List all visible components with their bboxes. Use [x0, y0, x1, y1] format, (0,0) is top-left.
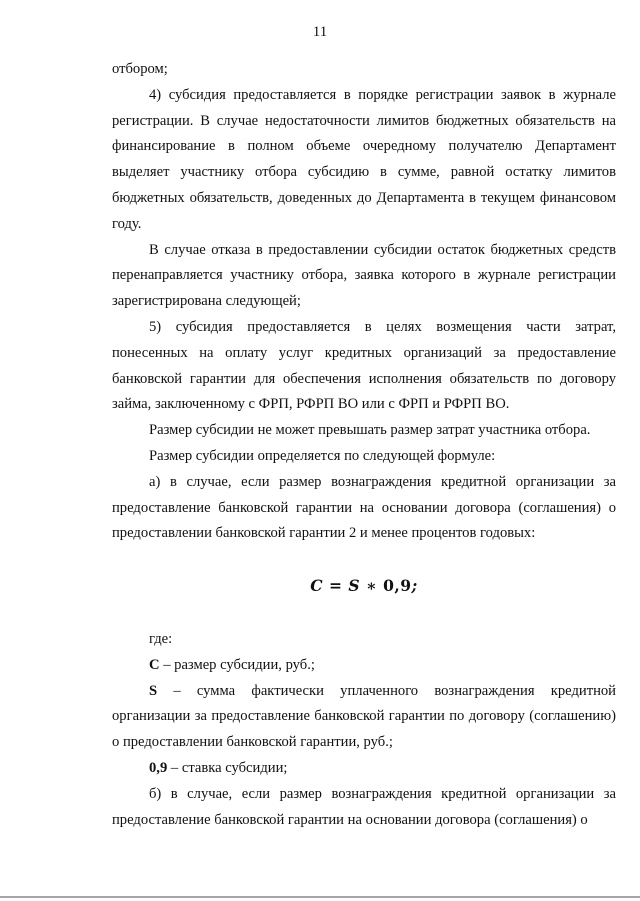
- paragraph-where: где:: [149, 630, 173, 647]
- paragraph-formula-intro: Размер субсидии определяется по следующей формуле:: [149, 447, 496, 464]
- paragraph-case-b: б) в случае, если размер вознаграждения кредитной организации за предоставление банковской гарантии на основании договора (соглашения) о: [112, 785, 616, 828]
- paragraph-item-4: 4) субсидия предоставляется в порядке регистрации заявок в журнале регистрации. В случае недостаточности лимитов бюджетных обязательств на финансирование в полном объеме очередному получателю Департамент выделяет участнику отбора субсидию в сумме, равной остатку лимитов бюджетных обязательств, доведенных до Департамента в текущем финансовом году.: [112, 86, 616, 232]
- definition-c-term: С: [149, 656, 160, 673]
- paragraph-continuation: отбором;: [112, 61, 168, 77]
- document-body: [112, 57, 616, 833]
- formula-end: ;: [411, 576, 418, 596]
- definition-rate: [112, 756, 616, 782]
- formula-lhs: C: [310, 576, 324, 596]
- page-number: 11: [312, 24, 328, 40]
- paragraph-subsidy-limit: Размер субсидии не может превышать размер затрат участника отбора.: [149, 422, 591, 439]
- paragraph-case-a: а) в случае, если размер вознаграждения кредитной организации за предоставление банковской гарантии на основании договора (соглашения) о предоставлении банковской гарантии 2 и менее процентов годовых:: [112, 473, 616, 542]
- scan-bottom-edge: [0, 896, 640, 898]
- definition-c: [112, 653, 616, 679]
- formula-equals: =: [323, 576, 349, 596]
- definition-c-text: – размер субсидии, руб.;: [159, 656, 315, 673]
- subsidy-formula: [112, 573, 616, 599]
- paragraph-item-5: 5) субсидия предоставляется в целях возмещения части затрат, понесенных на оплату услуг кредитных организаций за предоставление банковской гарантии для обеспечения исполнения обязательств по договору займа, заключенному с ФРП, РФРП ВО или с ФРП и РФРП ВО.: [112, 318, 616, 413]
- definition-rate-text: – ставка субсидии;: [167, 759, 288, 776]
- definition-s: [112, 679, 616, 756]
- definition-s-term: S: [149, 682, 158, 699]
- formula-operator: ∗: [360, 576, 384, 596]
- formula-variable: S: [348, 576, 361, 596]
- paragraph-refusal: В случае отказа в предоставлении субсидии остаток бюджетных средств перенаправляется участнику отбора, заявка которого в журнале регистрации зарегистрирована следующей;: [112, 241, 616, 310]
- formula-coefficient: 0,9: [383, 576, 412, 596]
- definition-s-text: – сумма фактически уплаченного вознаграждения кредитной организации за предоставление банковской гарантии по договору (соглашению) о предоставлении банковской гарантии, руб.;: [112, 682, 616, 751]
- definition-rate-term: 0,9: [149, 759, 168, 776]
